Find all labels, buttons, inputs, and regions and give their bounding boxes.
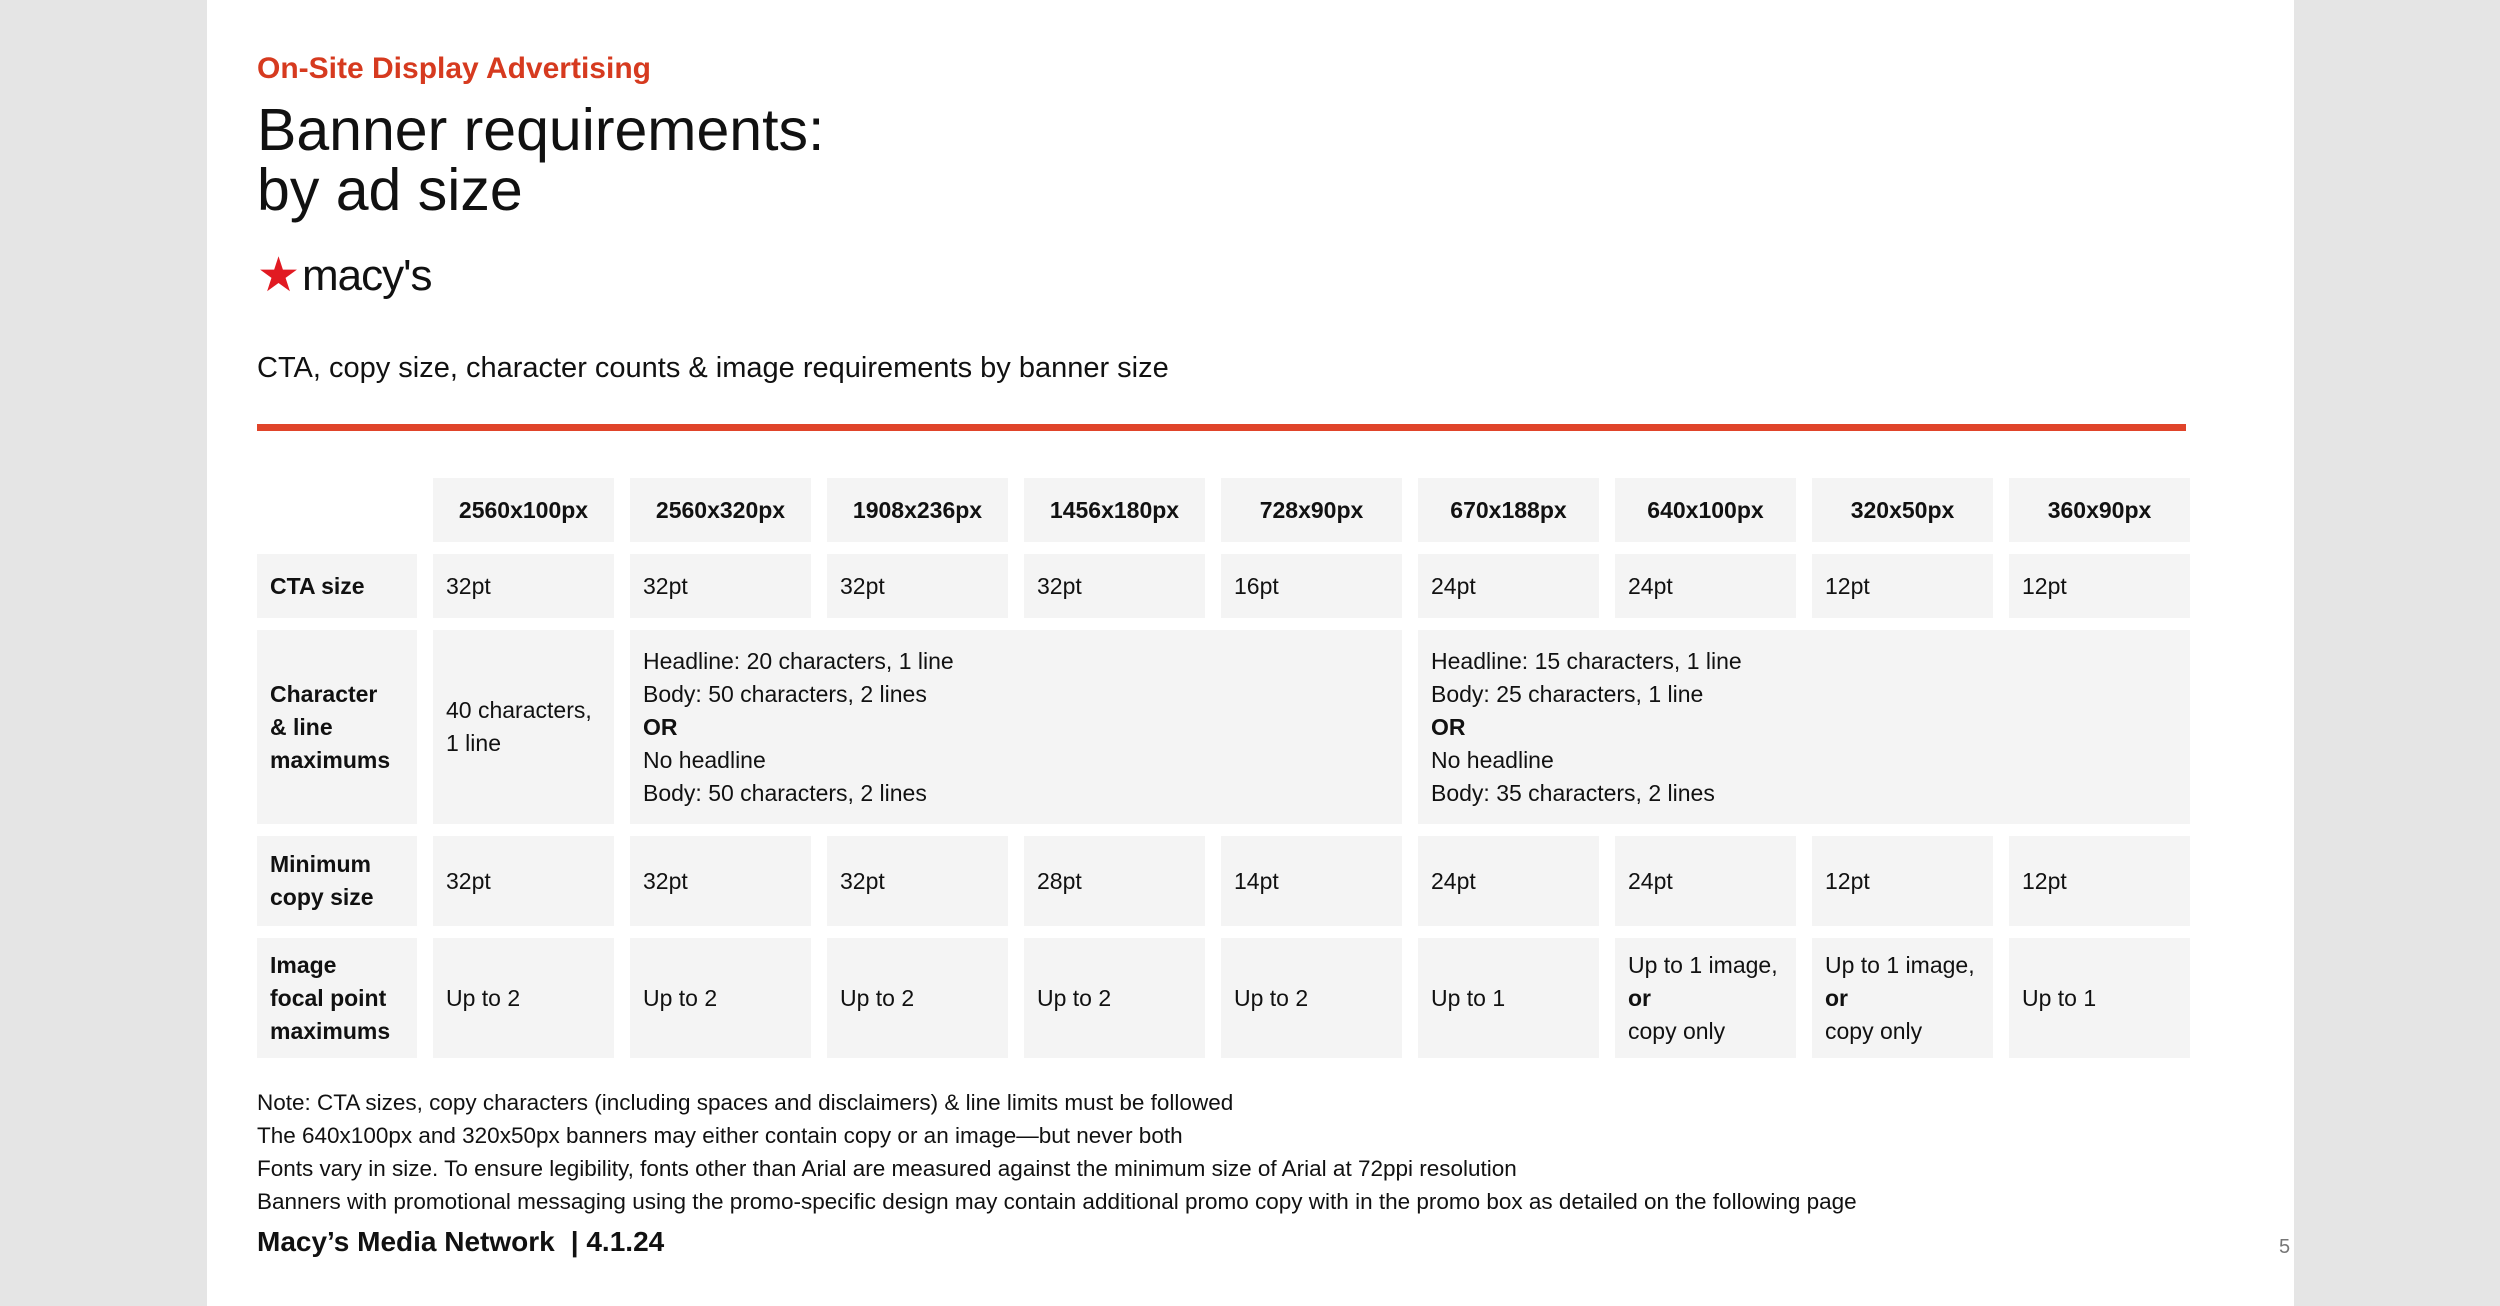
table-cell — [1615, 938, 1796, 1058]
document-page — [207, 0, 2294, 1306]
merged-cell-group-b — [1418, 630, 2190, 824]
table-cell: 24pt — [1615, 836, 1796, 926]
cell-or: or — [1825, 984, 1848, 1011]
row-header-character-maximums — [257, 630, 417, 824]
title-line-2: by ad size — [257, 157, 523, 223]
table-cell: 32pt — [827, 836, 1008, 926]
table-cell — [433, 630, 614, 824]
page-number: 5 — [2279, 1236, 2291, 1258]
section-label: On-Site Display Advertising — [257, 52, 651, 85]
table-cell: 24pt — [1418, 836, 1599, 926]
cell-line-or: OR — [643, 713, 678, 740]
table-cell: Up to 1 — [1418, 938, 1599, 1058]
merged-cell-group-a — [630, 630, 1402, 824]
footer-separator: | — [570, 1226, 579, 1257]
table-cell: 32pt — [433, 836, 614, 926]
note-line: The 640x100px and 320x50px banners may either contain copy or an image—but never both — [257, 1123, 1183, 1148]
cell-text: copy only — [1825, 1017, 1923, 1044]
cell-line: Body: 25 characters, 1 line — [1431, 680, 1704, 707]
table-cell: Up to 1 — [2009, 938, 2190, 1058]
cell-line: Headline: 15 characters, 1 line — [1431, 647, 1742, 674]
title-line-1: Banner requirements: — [257, 97, 825, 163]
cell-line: Up to 1 image, — [1825, 951, 1975, 978]
cell-line: Up to 1 image, — [1628, 951, 1778, 978]
page-title — [257, 97, 825, 223]
table-cell: Up to 2 — [1221, 938, 1402, 1058]
cell-line: Body: 50 characters, 2 lines — [643, 779, 927, 806]
row-header-line: focal point — [270, 984, 387, 1011]
row-header-line: Minimum — [270, 851, 371, 877]
cell-line: 1 line — [446, 730, 501, 756]
cell-line: Body: 50 characters, 2 lines — [643, 680, 927, 707]
column-header: 1456x180px — [1024, 478, 1205, 542]
table-cell: 32pt — [630, 554, 811, 618]
column-header: 320x50px — [1812, 478, 1993, 542]
row-header-line: maximums — [270, 1017, 391, 1044]
table-cell: Up to 2 — [827, 938, 1008, 1058]
table-cell: 28pt — [1024, 836, 1205, 926]
logo-wordmark — [302, 251, 432, 301]
cell-line: No headline — [1431, 746, 1554, 773]
notes-block — [257, 1086, 1857, 1218]
star-icon: ★ — [257, 249, 301, 302]
table-cell: 16pt — [1221, 554, 1402, 618]
footer — [257, 1226, 664, 1258]
table-cell: 12pt — [2009, 836, 2190, 926]
logo-wordmark-text: macy's — [302, 251, 432, 300]
cell-or: or — [1628, 984, 1651, 1011]
row-header-line: & line — [270, 713, 333, 740]
table-cell: Up to 2 — [1024, 938, 1205, 1058]
requirements-table — [257, 478, 2190, 1058]
table-cell: 24pt — [1418, 554, 1599, 618]
table-cell: 32pt — [433, 554, 614, 618]
accent-divider — [257, 424, 2186, 431]
note-line: Fonts vary in size. To ensure legibility, fonts other than Arial are measured against the minimum size of Arial at 72ppi resolution — [257, 1156, 1517, 1181]
row-header-line: Character — [270, 680, 378, 707]
row-header-line: Image — [270, 951, 337, 978]
row-header-minimum-copy-size — [257, 836, 417, 926]
cell-line: 40 characters, — [446, 697, 592, 723]
table-cell: 32pt — [827, 554, 1008, 618]
table-cell: 14pt — [1221, 836, 1402, 926]
column-header: 728x90px — [1221, 478, 1402, 542]
column-header: 1908x236px — [827, 478, 1008, 542]
table-cell: 12pt — [2009, 554, 2190, 618]
note-line: Note: CTA sizes, copy characters (including spaces and disclaimers) & line limits must be followed — [257, 1090, 1234, 1115]
footer-brand: Macy’s Media Network — [257, 1226, 555, 1257]
table-corner — [257, 478, 417, 542]
cell-line: No headline — [643, 746, 766, 773]
macys-logo — [257, 248, 432, 304]
table-cell: Up to 2 — [630, 938, 811, 1058]
column-header: 2560x320px — [630, 478, 811, 542]
table-cell — [1812, 938, 1993, 1058]
column-header: 360x90px — [2009, 478, 2190, 542]
note-line: Banners with promotional messaging using the promo-specific design may contain additional promo copy with in the promo box as detailed on the following page — [257, 1189, 1857, 1214]
cell-line: Body: 35 characters, 2 lines — [1431, 779, 1715, 806]
table-cell: 24pt — [1615, 554, 1796, 618]
footer-date: 4.1.24 — [586, 1226, 665, 1257]
table-cell: 32pt — [630, 836, 811, 926]
row-header-line: maximums — [270, 746, 391, 773]
cell-line-or: OR — [1431, 713, 1466, 740]
column-header: 640x100px — [1615, 478, 1796, 542]
cell-text: copy only — [1628, 1017, 1726, 1044]
table-cell: 32pt — [1024, 554, 1205, 618]
cell-line: Headline: 20 characters, 1 line — [643, 647, 954, 674]
column-header: 670x188px — [1418, 478, 1599, 542]
subtitle: CTA, copy size, character counts & image requirements by banner size — [257, 352, 1169, 384]
row-header-image-focal-point — [257, 938, 417, 1058]
row-header-cta-size: CTA size — [257, 554, 417, 618]
cell-line — [1825, 982, 1922, 1048]
table-cell: 12pt — [1812, 836, 1993, 926]
column-header: 2560x100px — [433, 478, 614, 542]
row-header-line: copy size — [270, 884, 374, 910]
table-cell: 12pt — [1812, 554, 1993, 618]
table-cell: Up to 2 — [433, 938, 614, 1058]
cell-line — [1628, 982, 1725, 1048]
